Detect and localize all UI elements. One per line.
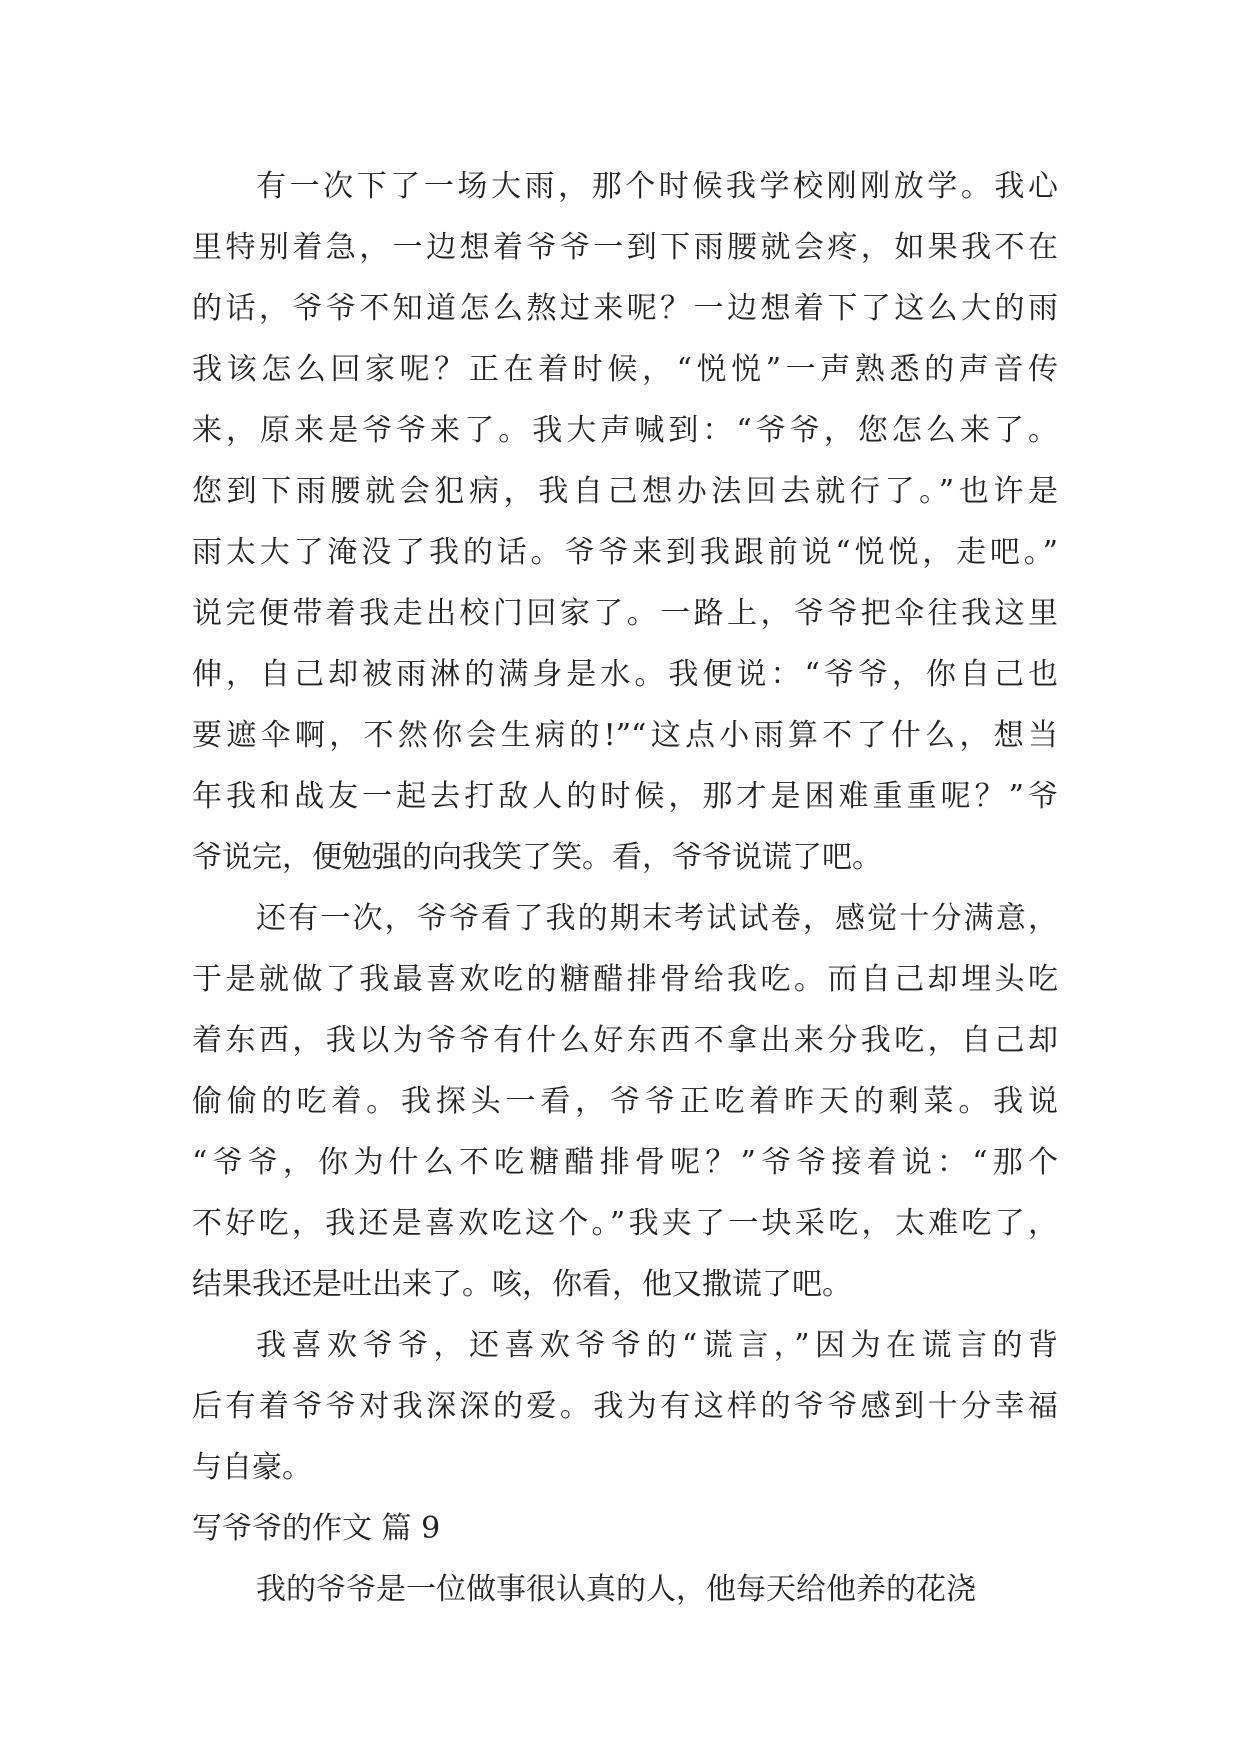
text-line: 与自豪。 <box>192 1450 312 1485</box>
paragraph-rainy-day <box>192 156 1058 888</box>
text-line: 有一次下了一场大雨，那个时候我学校刚刚放学。我心 <box>256 169 1058 204</box>
text-line: 我喜欢爷爷，还喜欢爷爷的“谎言，”因为在谎言的背 <box>256 1328 1058 1363</box>
paragraph-conclusion <box>192 1315 1058 1498</box>
text-line: 后有着爷爷对我深深的爱。我为有这样的爷爷感到十分幸福 <box>192 1389 1058 1424</box>
text-line: 来，原来是爷爷来了。我大声喊到：“爷爷，您怎么来了。 <box>192 413 1058 448</box>
text-line: 爷说完，便勉强的向我笑了笑。看，爷爷说谎了吧。 <box>192 840 882 875</box>
text-line: 着东西，我以为爷爷有什么好东西不拿出来分我吃，自己却 <box>192 1023 1058 1058</box>
document-body <box>192 156 1058 1620</box>
text-line: 的话，爷爷不知道怎么熬过来呢？一边想着下了这么大的雨 <box>192 291 1058 326</box>
paragraph-next-essay <box>192 1559 1058 1620</box>
text-line: 雨太大了淹没了我的话。爷爷来到我跟前说“悦悦，走吧。” <box>192 535 1058 570</box>
text-line: 要遮伞啊，不然你会生病的!”“这点小雨算不了什么，想当 <box>192 718 1058 753</box>
text-line: 里特别着急，一边想着爷爷一到下雨腰就会疼，如果我不在 <box>192 230 1058 265</box>
text-line: 于是就做了我最喜欢吃的糖醋排骨给我吃。而自己却埋头吃 <box>192 962 1058 997</box>
text-line: 还有一次，爷爷看了我的期末考试试卷，感觉十分满意， <box>256 901 1058 936</box>
text-line: 不好吃，我还是喜欢吃这个。”我夹了一块采吃，太难吃了， <box>192 1206 1058 1241</box>
text-line: 年我和战友一起去打敌人的时候，那才是困难重重呢？”爷 <box>192 779 1058 814</box>
paragraph-exam-dinner <box>192 888 1058 1315</box>
text-line: “爷爷，你为什么不吃糖醋排骨呢？”爷爷接着说：“那个 <box>192 1145 1058 1180</box>
text-line: 说完便带着我走出校门回家了。一路上，爷爷把伞往我这里 <box>192 596 1058 631</box>
text-line: 我的爷爷是一位做事很认真的人，他每天给他养的花浇 <box>256 1572 976 1607</box>
text-line: 结果我还是吐出来了。咳，你看，他又撒谎了吧。 <box>192 1267 852 1302</box>
text-line: 伸，自己却被雨淋的满身是水。我便说：“爷爷，你自己也 <box>192 657 1058 692</box>
text-line: 我该怎么回家呢？正在着时候，“悦悦”一声熟悉的声音传 <box>192 352 1058 387</box>
text-line: 偷偷的吃着。我探头一看，爷爷正吃着昨天的剩菜。我说 <box>192 1084 1058 1119</box>
section-heading: 写爷爷的作文 篇 9 <box>192 1511 441 1546</box>
text-line: 您到下雨腰就会犯病，我自己想办法回去就行了。”也许是 <box>192 474 1058 509</box>
